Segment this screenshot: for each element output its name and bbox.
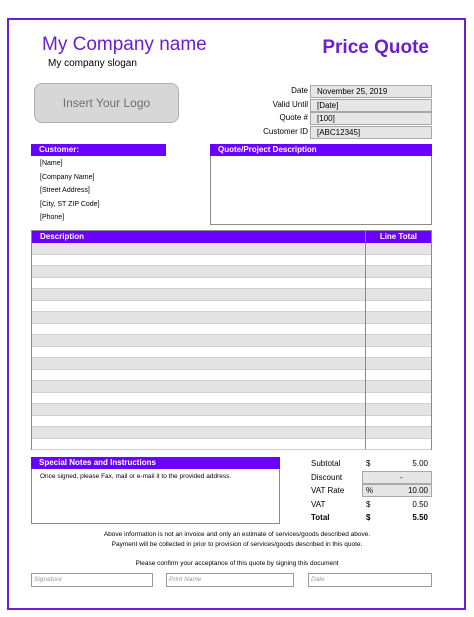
customer-header: Customer:: [31, 144, 166, 156]
items-body: [32, 243, 431, 450]
date-field[interactable]: November 25, 2019: [310, 85, 432, 98]
discount-label: Discount: [311, 472, 343, 482]
notes-text[interactable]: Once signed, please Fax, mail or e-mail it to the provided address.: [40, 473, 232, 480]
valid-until-field[interactable]: [Date]: [310, 99, 432, 112]
disclaimer-line-2: Payment will be collected in prior to provision of services/goods described in this quote.: [111, 541, 363, 548]
table-row[interactable]: [32, 243, 431, 255]
discount-row: [310, 471, 432, 485]
table-row[interactable]: [32, 416, 431, 428]
customer-block: [40, 157, 100, 225]
column-divider: [365, 231, 366, 449]
disclaimer-line-1: Above information is not an invoice and only an estimate of services/goods described above.: [103, 531, 371, 538]
table-row[interactable]: [32, 393, 431, 405]
customer-phone[interactable]: [Phone]: [40, 214, 65, 221]
table-row[interactable]: [32, 324, 431, 336]
table-row[interactable]: [32, 301, 431, 313]
meta-label: Quote #: [279, 113, 308, 122]
meta-label: Customer ID: [263, 126, 308, 136]
currency-symbol: $: [366, 499, 371, 509]
subtotal-value: 5.00: [412, 459, 428, 468]
subtotal-label: Subtotal: [311, 459, 341, 468]
document-title: Price Quote: [322, 37, 429, 58]
currency-symbol: $: [366, 459, 371, 468]
discount-field[interactable]: [362, 471, 432, 484]
vat-rate-row: [310, 484, 432, 498]
vat-rate-value: 10.00: [407, 486, 428, 495]
logo-placeholder[interactable]: [34, 83, 179, 123]
column-header-line-total: Line Total: [379, 232, 417, 241]
meta-label: Valid Until: [272, 99, 308, 109]
table-row[interactable]: [32, 278, 431, 290]
column-header-description: Description: [40, 232, 85, 241]
quote-description-header: Quote/Project Description: [210, 144, 432, 156]
company-slogan[interactable]: My company slogan: [48, 58, 137, 69]
quote-number-field[interactable]: [100]: [310, 112, 432, 125]
meta-label: Date: [291, 86, 308, 95]
discount-value: -: [400, 472, 403, 482]
company-name[interactable]: My Company name: [42, 34, 207, 55]
percent-symbol: %: [366, 486, 374, 495]
table-row[interactable]: [32, 289, 431, 301]
vat-value: 0.50: [412, 499, 428, 509]
total-row: [310, 511, 432, 525]
customer-street[interactable]: [Street Address]: [40, 187, 90, 194]
table-row[interactable]: [32, 439, 431, 451]
table-row[interactable]: [32, 335, 431, 347]
currency-symbol: $: [366, 513, 371, 522]
total-label: Total: [311, 513, 330, 522]
meta-row-quote-number: [240, 112, 432, 125]
table-row[interactable]: [32, 266, 431, 278]
notes-header: Special Notes and Instructions: [31, 457, 280, 469]
date-signed-field[interactable]: Date: [308, 573, 432, 587]
logo-placeholder-label: Insert Your Logo: [62, 96, 151, 110]
meta-row-date: [240, 85, 432, 98]
meta-row-customer-id: [240, 126, 432, 139]
items-header: [32, 231, 431, 243]
total-value: 5.50: [412, 513, 428, 522]
signature-field[interactable]: Signature: [31, 573, 153, 587]
print-name-field[interactable]: Print Name: [166, 573, 294, 587]
quote-description-box[interactable]: [210, 144, 432, 225]
totals-block: [310, 457, 432, 525]
table-row[interactable]: [32, 427, 431, 439]
subtotal-row: [310, 457, 432, 471]
table-row[interactable]: [32, 312, 431, 324]
table-row[interactable]: [32, 370, 431, 382]
vat-row: [310, 498, 432, 512]
line-items-table: [31, 230, 432, 450]
table-row[interactable]: [32, 358, 431, 370]
vat-label: VAT: [311, 499, 326, 509]
confirm-text: Please confirm your acceptance of this quote by signing this document: [135, 560, 339, 567]
customer-city[interactable]: [City, ST ZIP Code]: [40, 200, 100, 208]
meta-row-valid-until: [240, 99, 432, 112]
table-row[interactable]: [32, 404, 431, 416]
vat-rate-label: VAT Rate: [311, 486, 345, 495]
table-row[interactable]: [32, 347, 431, 359]
customer-company[interactable]: [Company Name]: [40, 173, 95, 181]
table-row[interactable]: [32, 255, 431, 267]
table-row[interactable]: [32, 381, 431, 393]
customer-id-field[interactable]: [ABC12345]: [310, 126, 432, 139]
customer-name[interactable]: [Name]: [40, 160, 63, 167]
